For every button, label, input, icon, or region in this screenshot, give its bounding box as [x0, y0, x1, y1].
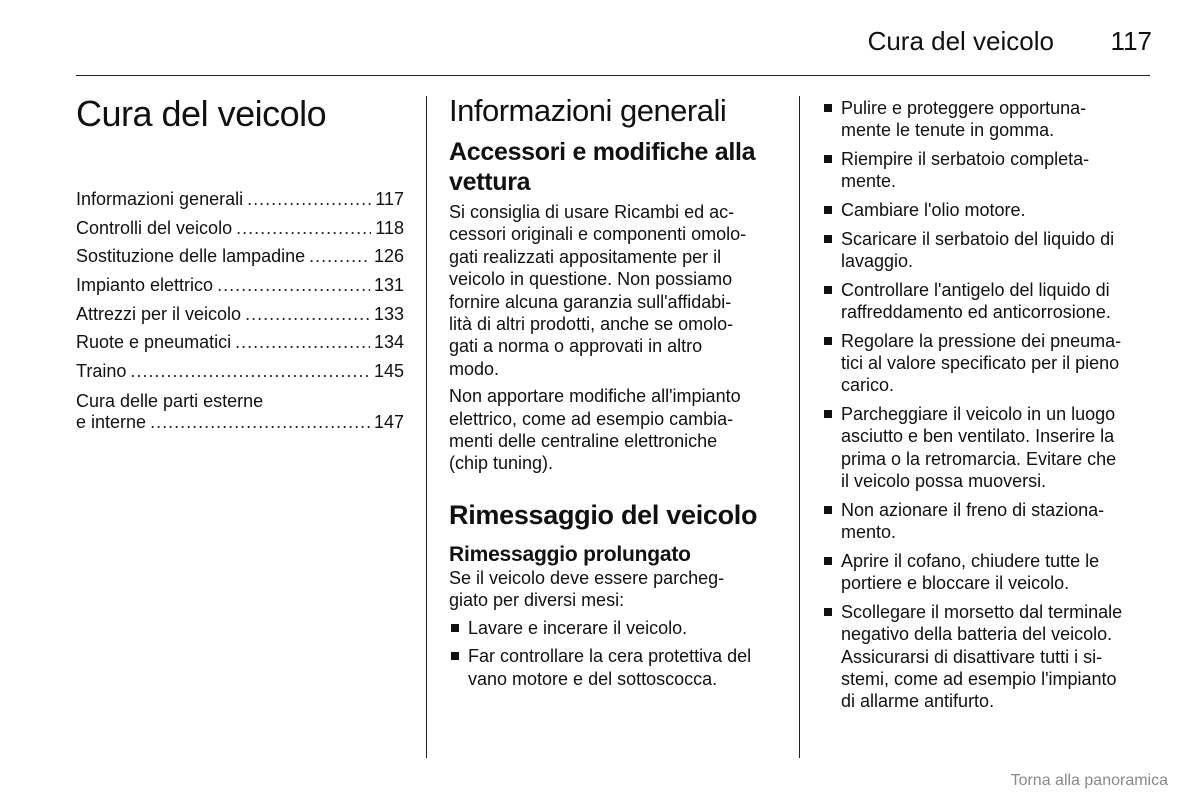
subsection-title-storage: Rimessaggio del veicolo: [449, 499, 758, 530]
toc-item[interactable]: [76, 390, 404, 441]
bullet-square-icon: [451, 652, 459, 660]
chapter-title: Cura del veicolo: [76, 93, 327, 134]
list-item: Scollegare il morsetto dal terminale negativo della batteria del veicolo. Assicurarsi di disattivare tutti i si- stemi, come ad esempio l'impianto di allarme antifurto.: [822, 601, 1152, 713]
toc-leader-dots: [245, 304, 370, 325]
table-of-contents: [76, 189, 404, 441]
list-item: Aprire il cofano, chiudere tutte le portiere e bloccare il veicolo.: [822, 550, 1152, 595]
bullet-square-icon: [824, 608, 832, 616]
column-divider: [426, 96, 427, 758]
bullet-square-icon: [824, 235, 832, 243]
toc-item[interactable]: [76, 275, 404, 304]
toc-leader-dots: [150, 412, 370, 433]
toc-item[interactable]: [76, 218, 404, 247]
subsection-title-long-storage: Rimessaggio prolungato: [449, 542, 691, 566]
bullet-square-icon: [824, 337, 832, 345]
toc-item-label: Sostituzione delle lampadine: [76, 246, 306, 267]
paragraph-storage-intro: Se il veicolo deve essere parcheg- giato per diversi mesi:: [449, 567, 725, 611]
toc-item-page: 147: [373, 411, 404, 432]
toc-item-label-line2: e interne: [76, 411, 147, 432]
list-item: Controllare l'antigelo del liquido di raffreddamento ed anticorrosione.: [822, 279, 1152, 324]
back-to-overview-link[interactable]: Torna alla panoramica: [1010, 772, 1168, 789]
list-item: Parcheggiare il veicolo in un luogo asciutto e ben ventilato. Inserire la prima o la retromarcia. Evitare che il veicolo possa muoversi.: [822, 403, 1152, 493]
toc-item-page: 118: [375, 217, 404, 238]
column-divider: [799, 96, 800, 758]
list-item: Pulire e proteggere opportuna- mente le tenute in gomma.: [822, 97, 1152, 142]
toc-item-page: 126: [373, 246, 404, 267]
toc-item[interactable]: [76, 332, 404, 361]
toc-item-label-line1: Cura delle parti esterne: [76, 390, 264, 411]
section-title: Informazioni generali: [449, 93, 727, 128]
toc-leader-dots: [309, 246, 370, 267]
bullet-square-icon: [824, 410, 832, 418]
bullet-square-icon: [824, 206, 832, 214]
bullet-square-icon: [824, 286, 832, 294]
toc-item[interactable]: [76, 304, 404, 333]
page-number: 117: [1110, 26, 1152, 56]
running-header-title: Cura del veicolo: [867, 26, 1054, 56]
bullet-square-icon: [824, 506, 832, 514]
toc-item-label: Impianto elettrico: [76, 275, 214, 296]
storage-steps-list: [449, 617, 779, 690]
paragraph-electrical: Non apportare modifiche all'impianto elettrico, come ad esempio cambia- menti delle centraline elettroniche (chip tuning).: [449, 386, 741, 474]
toc-item-page: 117: [375, 189, 404, 209]
bullet-square-icon: [824, 557, 832, 565]
toc-leader-dots: [247, 189, 371, 210]
list-item: Cambiare l'olio motore.: [822, 199, 1152, 221]
bullet-square-icon: [824, 155, 832, 163]
subsection-title-accessories: Accessori e modifiche alla vettura: [449, 138, 756, 196]
toc-item-label: Controlli del veicolo: [76, 217, 233, 238]
list-item: Lavare e incerare il veicolo.: [449, 617, 779, 639]
toc-item-label: Informazioni generali: [76, 189, 244, 209]
toc-item-page: 131: [373, 275, 404, 296]
list-item: Regolare la pressione dei pneuma- tici al valore specificato per il pieno carico.: [822, 330, 1152, 397]
header-divider: [76, 75, 1150, 76]
toc-leader-dots: [217, 275, 370, 296]
paragraph-accessories: Si consiglia di usare Ricambi ed ac- cessori originali e componenti omolo- gati realizzati appositamente per il veicolo in questione. Non possiamo fornire alcuna garanzia sull'affidabi- lità di altri prodotti, anche se omolo- gati a norma o approvati in altro modo.: [449, 202, 747, 379]
toc-item[interactable]: [76, 361, 404, 390]
column-general-info: [449, 93, 779, 696]
bullet-square-icon: [824, 104, 832, 112]
toc-leader-dots: [235, 332, 370, 353]
list-item: Riempire il serbatoio completa- mente.: [822, 148, 1152, 193]
toc-item-page: 133: [373, 303, 404, 324]
column-storage-steps: [822, 97, 1152, 719]
toc-leader-dots: [236, 218, 371, 239]
list-item: Far controllare la cera protettiva del vano motore e del sottoscocca.: [449, 645, 779, 690]
toc-leader-dots: [130, 361, 370, 382]
toc-item-page: 145: [373, 361, 404, 382]
toc-item-page: 134: [373, 332, 404, 353]
list-item: Scaricare il serbatoio del liquido di lavaggio.: [822, 228, 1152, 273]
toc-item-label: Attrezzi per il veicolo: [76, 303, 242, 324]
list-item: Non azionare il freno di staziona- mento.: [822, 499, 1152, 544]
toc-item[interactable]: [76, 246, 404, 275]
toc-item-label: Traino: [76, 361, 127, 382]
storage-steps-list-continued: [822, 97, 1152, 713]
bullet-square-icon: [451, 624, 459, 632]
toc-item-label: Ruote e pneumatici: [76, 332, 232, 353]
toc-item[interactable]: [76, 189, 404, 218]
